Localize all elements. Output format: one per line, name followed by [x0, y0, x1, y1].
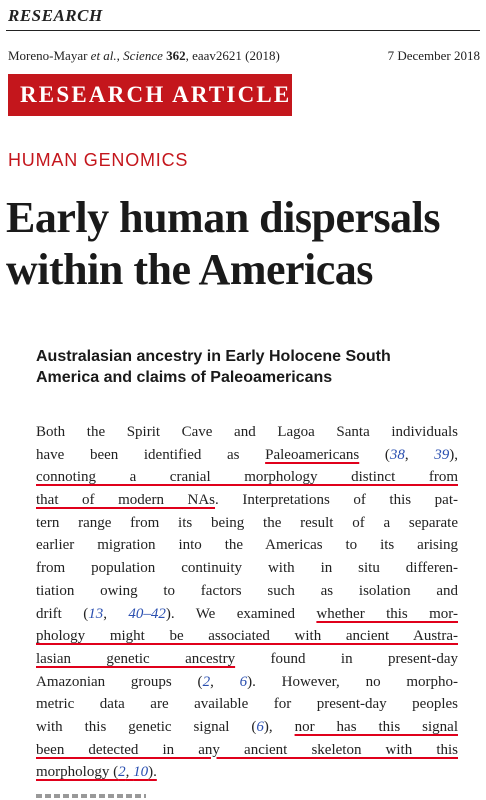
- body-line: earlier migration into the Americas to its arising: [36, 537, 458, 554]
- text-run: with this genetic signal (: [36, 718, 257, 735]
- body-line: [36, 444, 458, 467]
- body-line: tiation owing to factors such as isolation and: [36, 582, 458, 599]
- reference-link[interactable]: 40–42: [128, 605, 166, 622]
- underlined-phrase: been detected in any ancient skeleton with this: [36, 741, 458, 758]
- body-line: [36, 739, 458, 762]
- text-run: ,: [210, 673, 240, 690]
- citation-etal: et al.: [87, 48, 117, 63]
- text-run: ,: [103, 605, 129, 622]
- citation-journal: Science: [123, 48, 163, 63]
- cropped-next-line: [36, 792, 156, 800]
- underlined-phrase: that of modern NAs: [36, 492, 216, 509]
- body-line: Both the Spirit Cave and Lagoa Santa individuals: [36, 424, 458, 440]
- publication-date: 7 December 2018: [387, 48, 480, 63]
- text-run: drift (: [36, 605, 89, 622]
- body-line: [36, 466, 458, 489]
- body-line: [36, 489, 458, 512]
- article-title: Early human dispersals within the Americas: [6, 193, 440, 294]
- text-run: (: [359, 446, 390, 463]
- research-article-banner: RESEARCH ARTICLE: [8, 74, 292, 116]
- body-line: [36, 761, 458, 784]
- citation-volume: 362: [162, 48, 186, 63]
- section-label: HUMAN GENOMICS: [8, 150, 189, 170]
- underlined-phrase: phology might be associated with ancient Austra-: [36, 628, 458, 645]
- body-line: [36, 625, 458, 648]
- citation-authors: Moreno-Mayar: [8, 48, 88, 63]
- body-line: tern range from its being the result of a separate: [36, 514, 458, 531]
- underlined-phrase: connoting a cranial morphology distinct from: [36, 469, 458, 486]
- reference-link[interactable]: 6: [239, 673, 248, 690]
- text-run: have been identified as: [36, 446, 266, 463]
- body-text: [36, 421, 458, 784]
- subheading: Australasian ancestry in Early Holocene South America and claims of Paleoamericans: [36, 348, 391, 386]
- underlined-phrase: whether this mor-: [316, 605, 458, 622]
- reference-link[interactable]: 6: [256, 718, 264, 735]
- body-line: [36, 671, 458, 694]
- reference-link[interactable]: 39: [434, 446, 450, 463]
- body-line: from population continuity with in situ differen-: [36, 560, 458, 577]
- body-line: [36, 648, 458, 671]
- citation-row: [8, 48, 480, 64]
- reference-link[interactable]: 10: [133, 764, 149, 781]
- underlined-phrase: morphology (: [36, 764, 119, 781]
- underlined-phrase: ).: [148, 764, 157, 781]
- text-run: ),: [263, 718, 295, 735]
- citation-rest: , eaav2621 (2018): [185, 48, 280, 63]
- body-line: [36, 716, 458, 739]
- text-run: ). However, no morpho-: [247, 673, 459, 690]
- citation-sep: ,: [116, 48, 124, 63]
- text-run: ). We examined: [165, 605, 317, 622]
- underlined-phrase: lasian genetic ancestry: [36, 650, 236, 667]
- header-rule: [6, 30, 480, 31]
- text-run: . Interpretations of this pat-: [215, 492, 458, 509]
- body-line: metric data are available for present-day peoples: [36, 696, 458, 713]
- underlined-phrase: nor has this signal: [294, 718, 458, 735]
- body-line: [36, 603, 458, 626]
- journal-label: RESEARCH: [8, 6, 103, 25]
- reference-link[interactable]: 2: [118, 764, 126, 781]
- reference-link[interactable]: 2: [202, 673, 211, 690]
- text-run: ,: [404, 446, 435, 463]
- underlined-phrase: ,: [125, 764, 134, 781]
- reference-link[interactable]: 13: [88, 605, 104, 622]
- text-run: Amazonian groups (: [36, 673, 203, 690]
- text-run: found in present-day: [235, 650, 458, 667]
- reference-link[interactable]: 38: [389, 446, 405, 463]
- underlined-phrase: Paleoamericans: [265, 446, 360, 463]
- text-run: ),: [449, 446, 459, 463]
